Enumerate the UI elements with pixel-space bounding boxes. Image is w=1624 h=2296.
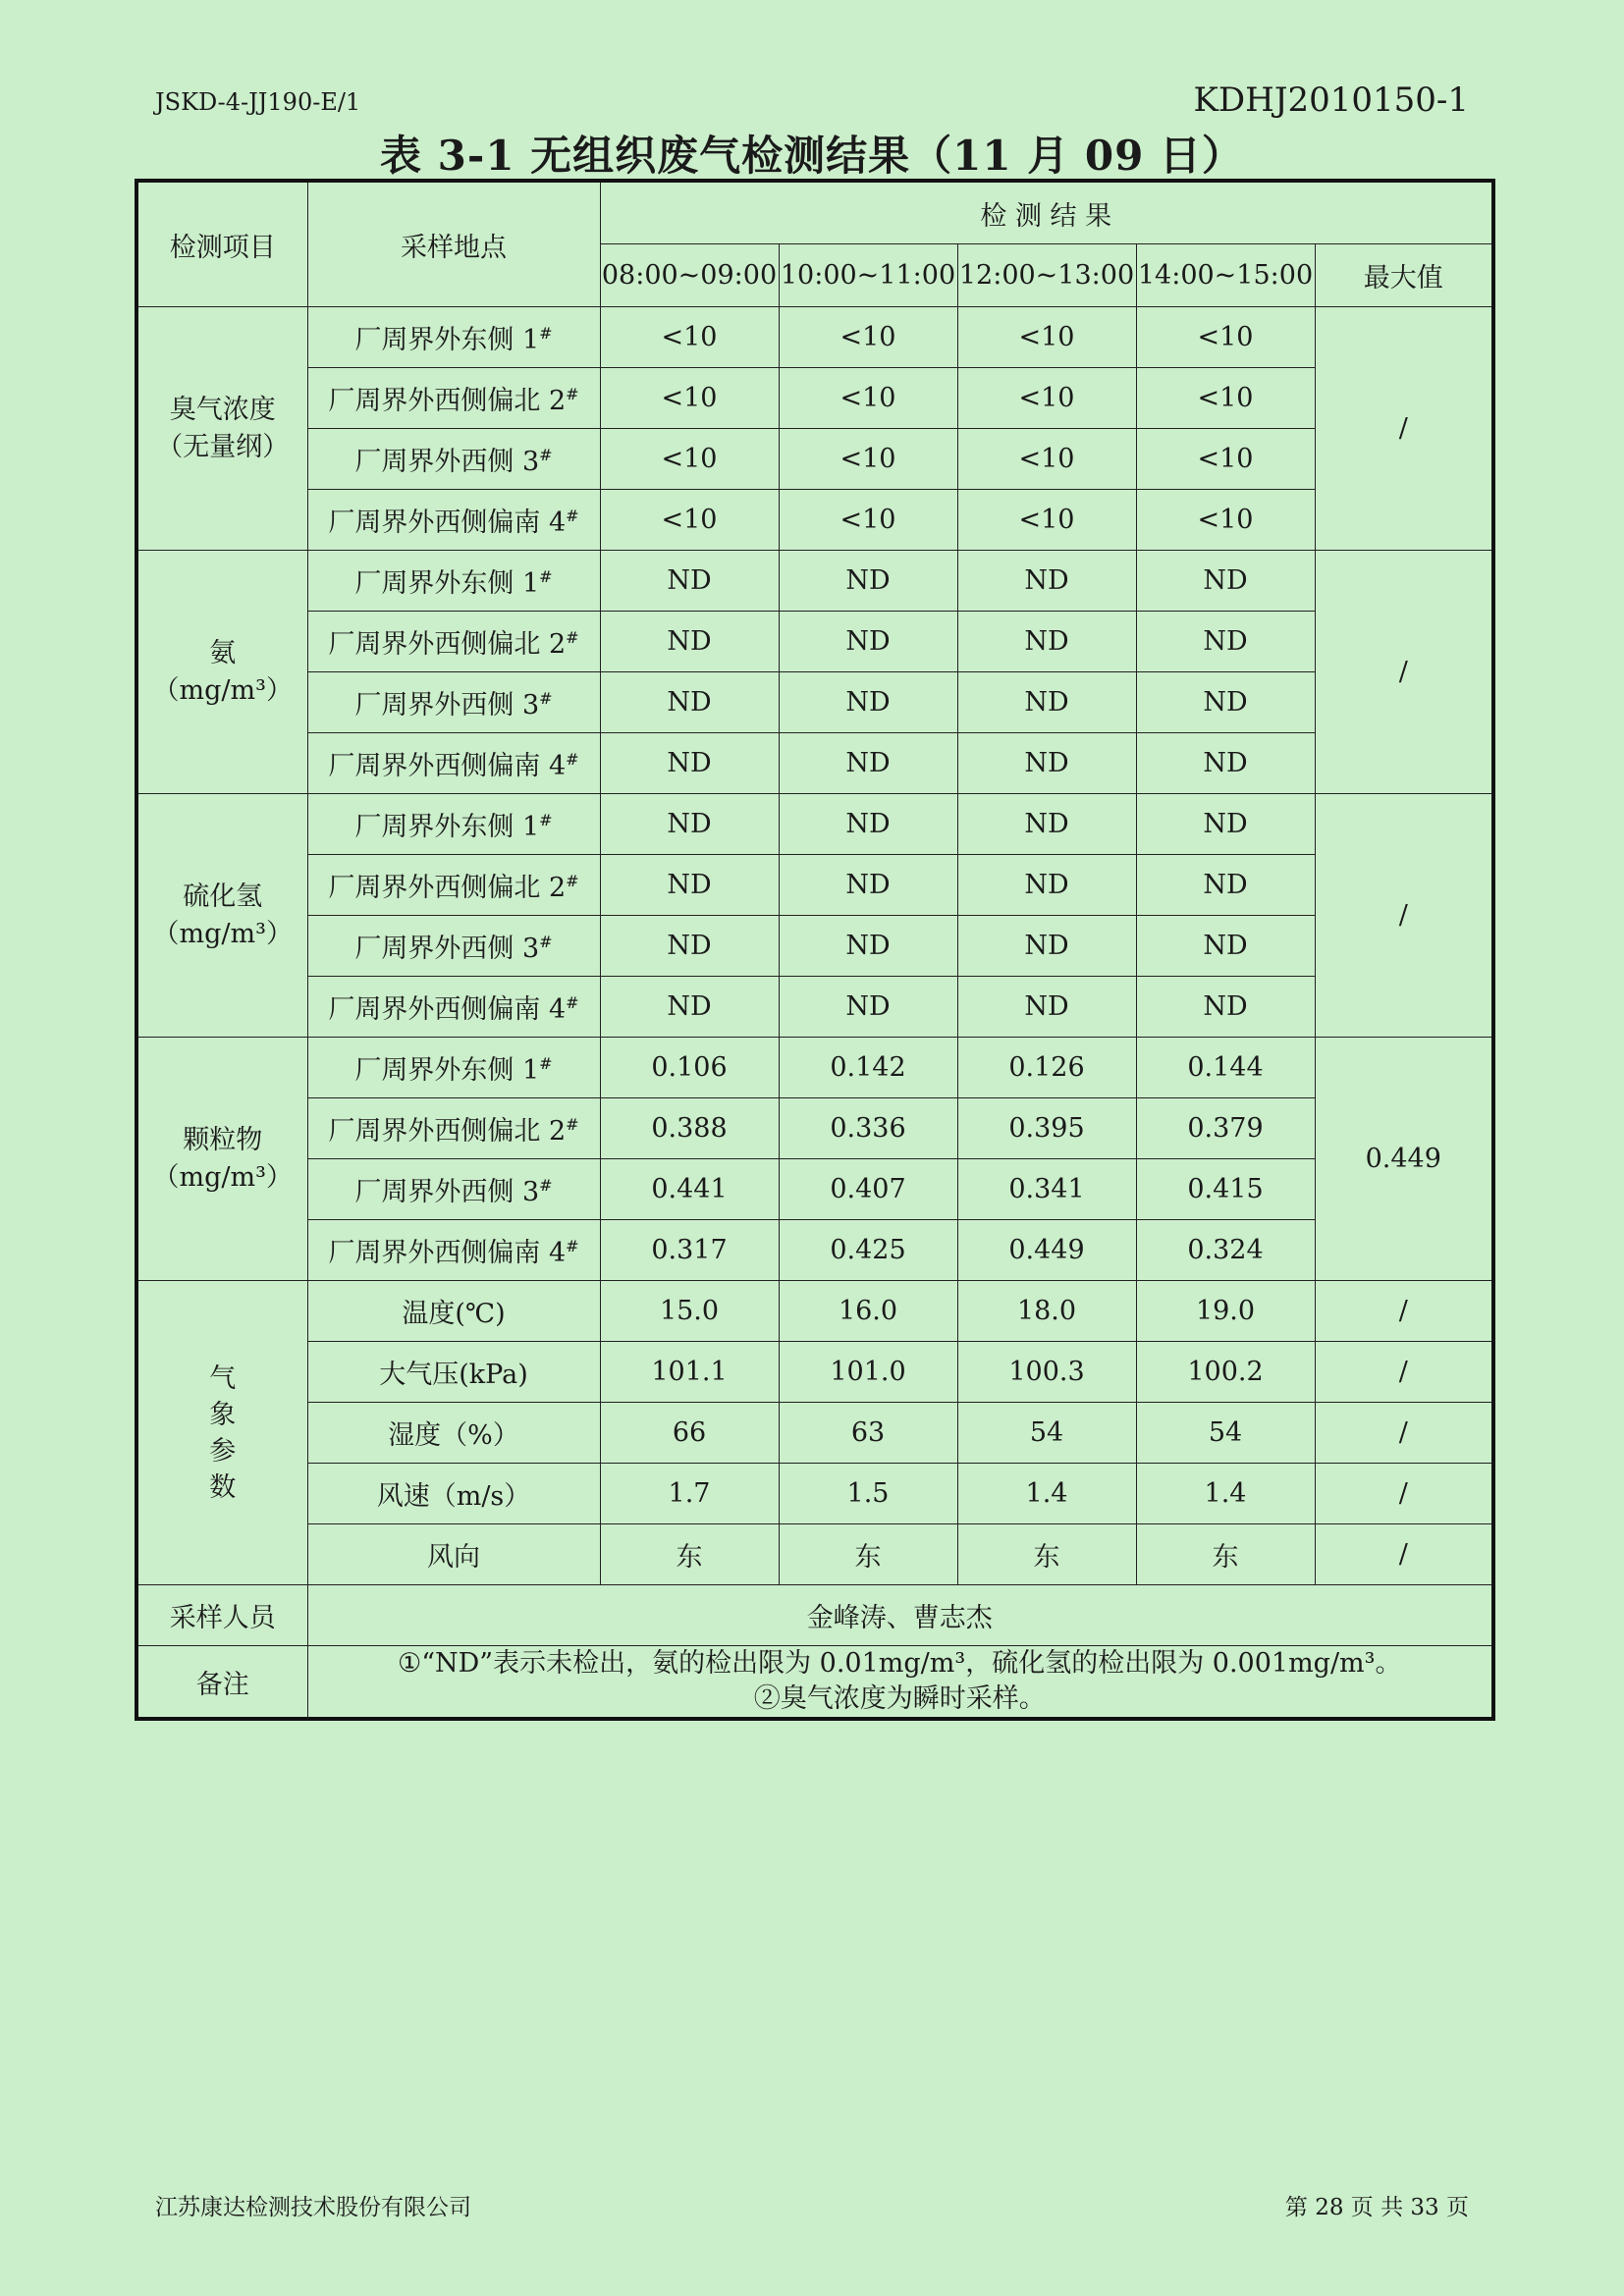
location-mark: # <box>539 1054 553 1073</box>
weather-row <box>136 1464 1493 1524</box>
group-name: 硫化氢 <box>183 881 263 912</box>
value-cell: 100.3 <box>957 1342 1136 1403</box>
value-cell: 54 <box>1136 1403 1315 1464</box>
table-row <box>136 855 1493 916</box>
value-cell: 19.0 <box>1136 1281 1315 1342</box>
weather-row <box>136 1403 1493 1464</box>
value-cell: 东 <box>1136 1524 1315 1585</box>
weather-row <box>136 1342 1493 1403</box>
value-cell: ND <box>600 612 779 672</box>
location-mark: # <box>566 628 579 647</box>
location-mark: # <box>539 446 553 464</box>
location-name: 厂周界外西侧 3 <box>354 690 540 721</box>
location-mark: # <box>539 324 553 343</box>
group-name: 氨 <box>209 637 237 668</box>
location-mark: # <box>566 1115 579 1134</box>
value-cell: 0.425 <box>779 1220 957 1281</box>
doc-code: JSKD-4-JJ190-E/1 <box>155 88 361 116</box>
table-row <box>136 429 1493 490</box>
max-cell: / <box>1315 1342 1493 1403</box>
group-name: 臭气浓度 <box>169 394 276 425</box>
value-cell: <10 <box>779 368 957 429</box>
value-cell: ND <box>600 672 779 733</box>
group-name: 颗粒物 <box>183 1124 263 1155</box>
value-cell: <10 <box>1136 368 1315 429</box>
value-cell: ND <box>600 855 779 916</box>
location-name: 厂周界外东侧 1 <box>354 1055 540 1086</box>
value-cell: 54 <box>957 1403 1136 1464</box>
value-cell: 0.336 <box>779 1098 957 1159</box>
location-mark: # <box>566 750 579 769</box>
location-name: 厂周界外西侧偏北 2 <box>328 873 567 903</box>
value-cell: <10 <box>957 490 1136 551</box>
max-cell: / <box>1315 1524 1493 1585</box>
value-cell: 1.4 <box>957 1464 1136 1524</box>
value-cell: <10 <box>957 368 1136 429</box>
location-name: 厂周界外西侧 3 <box>354 1177 540 1207</box>
location-cell <box>307 733 600 794</box>
value-cell: 东 <box>957 1524 1136 1585</box>
weather-param: 风速（m/s） <box>307 1464 600 1524</box>
location-cell <box>307 551 600 612</box>
value-cell: <10 <box>600 429 779 490</box>
results-table <box>135 179 1495 1721</box>
location-cell <box>307 429 600 490</box>
weather-label-char: 象 <box>209 1399 237 1430</box>
table-row <box>136 1098 1493 1159</box>
value-cell: 0.379 <box>1136 1098 1315 1159</box>
value-cell: ND <box>600 551 779 612</box>
value-cell: 东 <box>600 1524 779 1585</box>
table-title: 表 3-1 无组织废气检测结果（11 月 09 日） <box>380 132 1244 180</box>
value-cell: 0.142 <box>779 1038 957 1098</box>
value-cell: 0.144 <box>1136 1038 1315 1098</box>
table-row <box>136 551 1493 612</box>
location-mark: # <box>539 811 553 829</box>
value-cell: 0.341 <box>957 1159 1136 1220</box>
location-cell <box>307 490 600 551</box>
value-cell: <10 <box>957 429 1136 490</box>
header-item: 检测项目 <box>136 181 307 307</box>
location-cell <box>307 1098 600 1159</box>
value-cell: <10 <box>957 307 1136 368</box>
table-row <box>136 1038 1493 1098</box>
location-name: 厂周界外西侧偏北 2 <box>328 386 567 416</box>
location-cell <box>307 1159 600 1220</box>
location-name: 厂周界外东侧 1 <box>354 568 540 599</box>
header-time-2: 10:00~11:00 <box>779 244 957 307</box>
value-cell: ND <box>957 794 1136 855</box>
value-cell: <10 <box>779 429 957 490</box>
weather-param: 温度(℃) <box>307 1281 600 1342</box>
value-cell: ND <box>779 916 957 977</box>
value-cell: ND <box>779 672 957 733</box>
value-cell: ND <box>779 977 957 1038</box>
header-time-1: 08:00~09:00 <box>600 244 779 307</box>
value-cell: ND <box>1136 977 1315 1038</box>
note-line: ①“ND”表示未检出，氨的检出限为 0.01mg/m³，硫化氢的检出限为 0.001mg/m³。 <box>398 1648 1402 1679</box>
value-cell: ND <box>957 916 1136 977</box>
notes-row <box>136 1646 1493 1720</box>
table-row <box>136 490 1493 551</box>
location-cell <box>307 307 600 368</box>
group-label <box>136 794 307 1038</box>
weather-param: 大气压(kPa) <box>307 1342 600 1403</box>
max-cell: / <box>1315 1464 1493 1524</box>
max-cell: / <box>1315 1403 1493 1464</box>
header-row-1 <box>136 181 1493 244</box>
header-max: 最大值 <box>1315 244 1493 307</box>
sampler-label: 采样人员 <box>136 1585 307 1646</box>
value-cell: ND <box>1136 612 1315 672</box>
value-cell: ND <box>779 794 957 855</box>
value-cell: 63 <box>779 1403 957 1464</box>
value-cell: <10 <box>779 307 957 368</box>
table-row <box>136 612 1493 672</box>
location-cell <box>307 916 600 977</box>
weather-label-char: 气 <box>209 1362 237 1394</box>
table-row <box>136 733 1493 794</box>
location-mark: # <box>566 385 579 403</box>
value-cell: 16.0 <box>779 1281 957 1342</box>
value-cell: ND <box>1136 794 1315 855</box>
note-line: ②臭气浓度为瞬时采样。 <box>753 1683 1046 1714</box>
location-cell <box>307 672 600 733</box>
table-row <box>136 977 1493 1038</box>
value-cell: 0.388 <box>600 1098 779 1159</box>
notes-cell <box>307 1646 1493 1720</box>
value-cell: <10 <box>600 307 779 368</box>
max-cell: / <box>1315 307 1493 551</box>
location-cell <box>307 1038 600 1098</box>
table-row <box>136 794 1493 855</box>
location-mark: # <box>566 993 579 1012</box>
weather-label-char: 参 <box>209 1435 237 1467</box>
value-cell: 1.5 <box>779 1464 957 1524</box>
value-cell: ND <box>957 977 1136 1038</box>
location-cell <box>307 794 600 855</box>
value-cell: 18.0 <box>957 1281 1136 1342</box>
location-name: 厂周界外西侧 3 <box>354 447 540 477</box>
location-name: 厂周界外西侧偏南 4 <box>328 994 567 1025</box>
header-time-3: 12:00~13:00 <box>957 244 1136 307</box>
value-cell: 0.415 <box>1136 1159 1315 1220</box>
value-cell: <10 <box>1136 307 1315 368</box>
location-mark: # <box>566 872 579 890</box>
group-unit: （mg/m³） <box>152 918 293 949</box>
value-cell: ND <box>1136 855 1315 916</box>
group-unit: （mg/m³） <box>152 674 293 706</box>
value-cell: 0.317 <box>600 1220 779 1281</box>
location-name: 厂周界外西侧偏北 2 <box>328 629 567 660</box>
value-cell: 0.449 <box>957 1220 1136 1281</box>
group-label <box>136 1038 307 1281</box>
table-row <box>136 916 1493 977</box>
value-cell: <10 <box>600 368 779 429</box>
weather-param: 湿度（%） <box>307 1403 600 1464</box>
header-location: 采样地点 <box>307 181 600 307</box>
value-cell: ND <box>1136 733 1315 794</box>
value-cell: ND <box>600 916 779 977</box>
value-cell: 100.2 <box>1136 1342 1315 1403</box>
value-cell: 1.4 <box>1136 1464 1315 1524</box>
location-mark: # <box>566 1237 579 1255</box>
value-cell: ND <box>957 855 1136 916</box>
max-cell: / <box>1315 794 1493 1038</box>
location-name: 厂周界外西侧偏南 4 <box>328 751 567 781</box>
value-cell: ND <box>957 551 1136 612</box>
group-unit: （无量纲） <box>156 431 290 462</box>
table-row <box>136 1159 1493 1220</box>
weather-label <box>136 1281 307 1585</box>
value-cell: 0.441 <box>600 1159 779 1220</box>
value-cell: ND <box>957 612 1136 672</box>
table-row <box>136 368 1493 429</box>
location-mark: # <box>539 689 553 708</box>
value-cell: 0.106 <box>600 1038 779 1098</box>
table-row <box>136 1220 1493 1281</box>
location-name: 厂周界外西侧偏南 4 <box>328 1238 567 1268</box>
page-number: 第 28 页 共 33 页 <box>1284 2195 1469 2220</box>
value-cell: 101.0 <box>779 1342 957 1403</box>
value-cell: <10 <box>600 490 779 551</box>
report-number: KDHJ2010150-1 <box>1193 80 1469 120</box>
group-label <box>136 307 307 551</box>
location-cell <box>307 1220 600 1281</box>
value-cell: ND <box>1136 551 1315 612</box>
value-cell: 1.7 <box>600 1464 779 1524</box>
weather-row <box>136 1524 1493 1585</box>
value-cell: ND <box>957 672 1136 733</box>
weather-param: 风向 <box>307 1524 600 1585</box>
table-row <box>136 307 1493 368</box>
group-label <box>136 551 307 794</box>
location-name: 厂周界外西侧 3 <box>354 934 540 964</box>
sampler-row <box>136 1585 1493 1646</box>
value-cell: <10 <box>1136 490 1315 551</box>
value-cell: ND <box>957 733 1136 794</box>
company-name: 江苏康达检测技术股份有限公司 <box>155 2195 471 2220</box>
value-cell: 0.395 <box>957 1098 1136 1159</box>
value-cell: 0.407 <box>779 1159 957 1220</box>
value-cell: 0.126 <box>957 1038 1136 1098</box>
value-cell: 东 <box>779 1524 957 1585</box>
value-cell: ND <box>779 855 957 916</box>
location-mark: # <box>539 933 553 951</box>
header-time-4: 14:00~15:00 <box>1136 244 1315 307</box>
location-name: 厂周界外西侧偏北 2 <box>328 1116 567 1147</box>
value-cell: ND <box>1136 672 1315 733</box>
value-cell: ND <box>779 551 957 612</box>
location-mark: # <box>539 1176 553 1195</box>
notes-label: 备注 <box>136 1646 307 1720</box>
value-cell: ND <box>779 612 957 672</box>
value-cell: ND <box>779 733 957 794</box>
value-cell: <10 <box>1136 429 1315 490</box>
location-name: 厂周界外西侧偏南 4 <box>328 507 567 538</box>
max-cell: / <box>1315 551 1493 794</box>
value-cell: 0.324 <box>1136 1220 1315 1281</box>
max-cell: / <box>1315 1281 1493 1342</box>
location-cell <box>307 855 600 916</box>
weather-row <box>136 1281 1493 1342</box>
value-cell: ND <box>600 977 779 1038</box>
value-cell: ND <box>600 733 779 794</box>
location-name: 厂周界外东侧 1 <box>354 325 540 355</box>
value-cell: ND <box>600 794 779 855</box>
table-row <box>136 672 1493 733</box>
sampler-names: 金峰涛、曹志杰 <box>307 1585 1493 1646</box>
header-results: 检 测 结 果 <box>600 181 1493 244</box>
value-cell: 15.0 <box>600 1281 779 1342</box>
location-cell <box>307 977 600 1038</box>
location-cell <box>307 612 600 672</box>
location-cell <box>307 368 600 429</box>
location-name: 厂周界外东侧 1 <box>354 812 540 842</box>
value-cell: 66 <box>600 1403 779 1464</box>
max-cell: 0.449 <box>1315 1038 1493 1281</box>
location-mark: # <box>566 507 579 525</box>
location-mark: # <box>539 567 553 586</box>
weather-label-char: 数 <box>209 1471 237 1503</box>
value-cell: ND <box>1136 916 1315 977</box>
value-cell: 101.1 <box>600 1342 779 1403</box>
group-unit: （mg/m³） <box>152 1161 293 1193</box>
value-cell: <10 <box>779 490 957 551</box>
